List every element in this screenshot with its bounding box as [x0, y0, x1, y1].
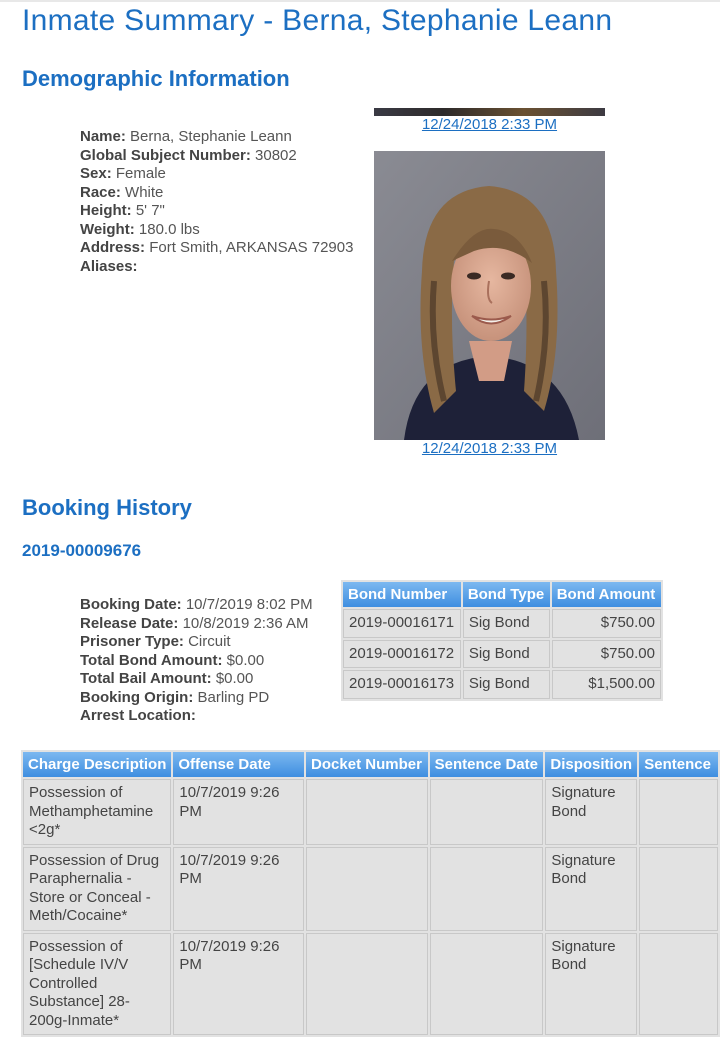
field-label: Booking Date:	[80, 596, 182, 613]
bond-type-cell: Sig Bond	[463, 640, 550, 669]
docket-number-cell	[306, 779, 428, 845]
sentence-date-cell	[430, 847, 544, 931]
booking-history-heading: Booking History	[22, 495, 192, 520]
bond-amount-cell: $1,500.00	[552, 670, 661, 699]
bond-amount-cell: $750.00	[552, 640, 661, 669]
column-header[interactable]: Offense Date	[173, 752, 304, 777]
charge-description-cell: Possession of Methamphetamine <2g*	[23, 779, 171, 845]
table-row	[23, 933, 718, 1036]
mugshot-image	[374, 151, 605, 440]
field-label: Race:	[80, 183, 121, 201]
page-title: Inmate Summary - Berna, Stephanie Leann	[22, 4, 613, 37]
top-divider	[0, 0, 720, 2]
charge-description-cell: Possession of Drug Paraphernalia - Store or Conceal - Meth/Cocaine*	[23, 847, 171, 931]
info-row-sex	[80, 165, 353, 184]
demographic-info	[80, 128, 353, 276]
field-label: Weight:	[80, 220, 135, 238]
field-value: 180.0 lbs	[138, 220, 200, 238]
field-label: Booking Origin:	[80, 688, 194, 706]
offense-date-cell: 10/7/2019 9:26 PM	[173, 847, 304, 931]
charges-table	[21, 750, 720, 1037]
column-header[interactable]: Disposition	[545, 752, 637, 777]
booking-number: 2019-00009676	[22, 541, 142, 560]
booking-info	[80, 596, 313, 726]
field-value: Berna, Stephanie Leann	[130, 128, 292, 145]
field-label: Global Subject Number:	[80, 146, 251, 164]
field-label: Arrest Location:	[80, 707, 196, 724]
info-row-address	[80, 239, 353, 258]
sentence-cell	[639, 847, 718, 931]
bond-number-cell: 2019-00016171	[343, 609, 461, 638]
photo-date-link[interactable]: 12/24/2018 2:33 PM	[421, 440, 558, 457]
field-label: Height:	[80, 202, 132, 219]
field-value: $0.00	[215, 670, 254, 687]
info-row-aliases	[80, 258, 353, 277]
table-row	[23, 847, 718, 931]
offense-date-cell: 10/7/2019 9:26 PM	[173, 779, 304, 845]
field-value: $0.00	[226, 651, 265, 669]
mugshot-photo-previous[interactable]	[374, 108, 605, 116]
charge-description-cell: Possession of [Schedule IV/V Controlled Substance] 28-200g-Inmate*	[23, 933, 171, 1036]
info-row-release-date	[80, 615, 313, 634]
info-row-weight	[80, 221, 353, 240]
column-header[interactable]: Sentence	[639, 752, 718, 777]
info-row-arrest-location	[80, 707, 313, 726]
field-value: Circuit	[188, 633, 231, 650]
field-label: Total Bail Amount:	[80, 670, 212, 687]
column-header[interactable]: Sentence Date	[430, 752, 544, 777]
field-label: Prisoner Type:	[80, 633, 184, 650]
table-row	[23, 779, 718, 845]
docket-number-cell	[306, 847, 428, 931]
table-row	[343, 670, 661, 699]
bond-table	[341, 580, 663, 701]
field-value: 10/8/2019 2:36 AM	[182, 614, 309, 632]
field-label: Release Date:	[80, 614, 179, 632]
bond-type-cell: Sig Bond	[463, 670, 550, 699]
demographic-heading: Demographic Information	[22, 66, 290, 91]
info-row-prisoner-type	[80, 633, 313, 652]
mugshot-photo[interactable]	[374, 151, 605, 440]
field-label: Sex:	[80, 165, 112, 182]
info-row-total-bond	[80, 652, 313, 671]
field-value: White	[125, 183, 164, 201]
offense-date-cell: 10/7/2019 9:26 PM	[173, 933, 304, 1036]
photo-date-link[interactable]: 12/24/2018 2:33 PM	[421, 116, 558, 133]
field-value: 5' 7"	[135, 202, 165, 219]
docket-number-cell	[306, 933, 428, 1036]
info-row-height	[80, 202, 353, 221]
table-header-row	[23, 752, 718, 777]
info-row-global-subject-number	[80, 147, 353, 166]
sentence-cell	[639, 933, 718, 1036]
column-header[interactable]: Charge Description	[23, 752, 171, 777]
sentence-date-cell	[430, 779, 544, 845]
bond-number-cell: 2019-00016173	[343, 670, 461, 699]
field-label: Total Bond Amount:	[80, 651, 223, 669]
disposition-cell: Signature Bond	[545, 933, 637, 1036]
table-row	[343, 640, 661, 669]
bond-type-cell: Sig Bond	[463, 609, 550, 638]
table-row	[343, 609, 661, 638]
field-label: Aliases:	[80, 257, 138, 275]
field-value: 30802	[255, 146, 297, 164]
column-header[interactable]: Docket Number	[306, 752, 428, 777]
sentence-date-cell	[430, 933, 544, 1036]
bond-amount-cell: $750.00	[552, 609, 661, 638]
field-value: Barling PD	[197, 688, 270, 706]
sentence-cell	[639, 779, 718, 845]
field-value: 10/7/2019 8:02 PM	[185, 596, 313, 613]
field-label: Name:	[80, 128, 126, 145]
table-header-row	[343, 582, 661, 607]
disposition-cell: Signature Bond	[545, 847, 637, 931]
info-row-race	[80, 184, 353, 203]
column-header[interactable]: Bond Number	[343, 582, 461, 607]
info-row-booking-date	[80, 596, 313, 615]
column-header[interactable]: Bond Amount	[552, 582, 661, 607]
field-value: Fort Smith, ARKANSAS 72903	[149, 239, 354, 256]
column-header[interactable]: Bond Type	[463, 582, 550, 607]
info-row-booking-origin	[80, 689, 313, 708]
field-label: Address:	[80, 239, 146, 256]
disposition-cell: Signature Bond	[545, 779, 637, 845]
field-value: Female	[115, 165, 166, 182]
bond-number-cell: 2019-00016172	[343, 640, 461, 669]
info-row-total-bail	[80, 670, 313, 689]
info-row-name	[80, 128, 353, 147]
